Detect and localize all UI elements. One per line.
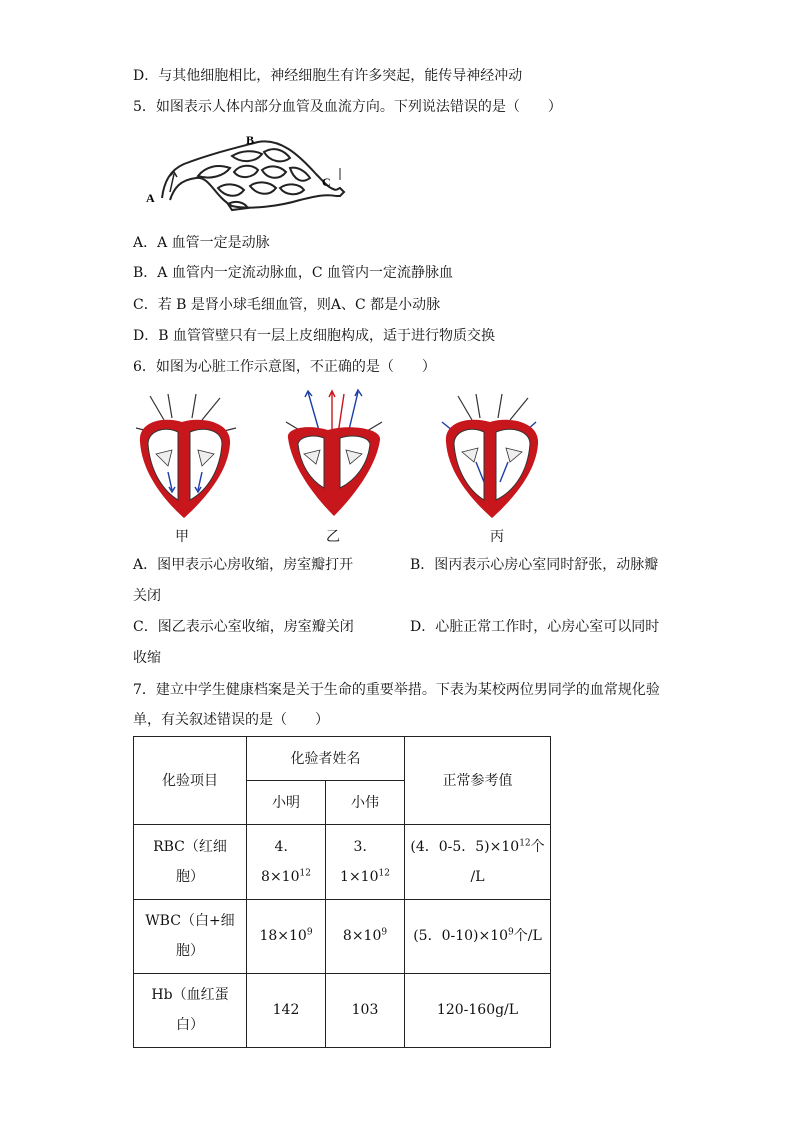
q6-option-b-cont: 关闭	[133, 588, 161, 604]
row-value-1: 142	[247, 973, 326, 1047]
header-name-1: 小明	[247, 781, 326, 825]
q5-option-d: D．B 血管管壁只有一层上皮细胞构成，适于进行物质交换	[133, 328, 495, 344]
heart-diagram-jia	[132, 392, 240, 524]
table-row	[134, 825, 551, 899]
fig-label-b: B	[246, 133, 255, 147]
q6-option-a: A．图甲表示心房收缩，房室瓣打开	[133, 557, 354, 573]
q5-option-a: A．A 血管一定是动脉	[133, 235, 270, 251]
q7-stem: 7．建立中学生健康档案是关于生命的重要举措。下表为某校两位男同学的血常规化验	[133, 682, 660, 698]
q6-option-b: B．图丙表示心房心室同时舒张，动脉瓣	[410, 557, 659, 573]
row-value-1: $18\times 10^9$	[247, 899, 326, 973]
fig-label-a: A	[146, 191, 155, 205]
heart-diagram-yi	[278, 388, 390, 524]
q7-stem-cont: 单，有关叙述错误的是（ ）	[133, 712, 329, 728]
blood-test-table	[133, 736, 551, 1048]
table-row	[134, 899, 551, 973]
row-value-2: 3．$1\times 10^{12}$	[326, 825, 405, 899]
q5-option-b: B．A 血管内一定流动脉血，C 血管内一定流静脉血	[133, 265, 454, 281]
q6-stem: 6．如图为心脏工作示意图，不正确的是（ ）	[133, 359, 436, 375]
row-value-2: 103	[326, 973, 405, 1047]
fig-label-c: C	[322, 175, 331, 189]
caption-yi: 乙	[326, 529, 340, 545]
row-value-1: 4．$8\times 10^{12}$	[247, 825, 326, 899]
q6-option-d: D．心脏正常工作时，心房心室可以同时	[410, 619, 660, 635]
header-item: 化验项目	[134, 737, 247, 825]
q5-stem: 5．如图表示人体内部分血管及血流方向。下列说法错误的是（ ）	[133, 99, 562, 115]
header-ref: 正常参考值	[405, 737, 551, 825]
q5-option-c: C．若 B 是肾小球毛细血管，则A、C 都是小动脉	[133, 297, 441, 313]
heart-diagram-bing	[436, 392, 548, 524]
caption-bing: 丙	[490, 529, 504, 545]
row-item: RBC（红细 胞）	[134, 825, 247, 899]
q6-option-c: C．图乙表示心室收缩，房室瓣关闭	[133, 619, 354, 635]
q4-option-d: D．与其他细胞相比，神经细胞生有许多突起，能传导神经冲动	[133, 68, 523, 84]
caption-jia: 甲	[175, 529, 189, 545]
row-value-2: $8\times 10^9$	[326, 899, 405, 973]
row-ref: (5．$0-10)\times 10^9$个/L	[405, 899, 551, 973]
header-name-2: 小伟	[326, 781, 405, 825]
row-item: Hb（血红蛋 白）	[134, 973, 247, 1047]
row-ref: (4．0-5．$5)\times 10^{12}$个 /L	[405, 825, 551, 899]
row-item: WBC（白+细 胞）	[134, 899, 247, 973]
header-names: 化验者姓名	[247, 737, 405, 781]
q6-option-d-cont: 收缩	[133, 650, 161, 666]
blood-vessel-diagram	[140, 130, 350, 216]
row-ref: 120-160g/L	[405, 973, 551, 1047]
table-row	[134, 973, 551, 1047]
